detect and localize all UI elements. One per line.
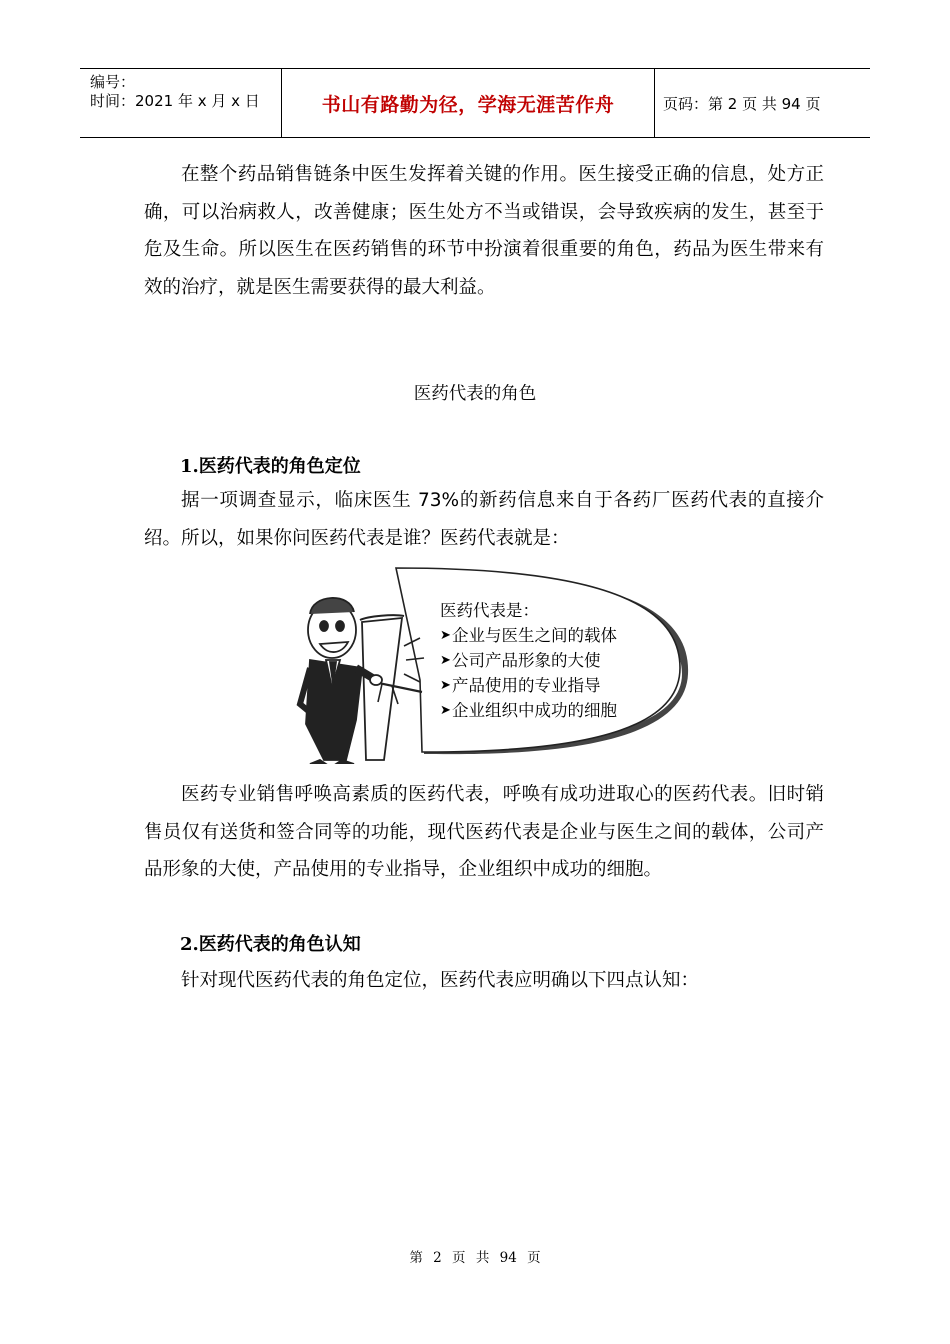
section-title: 医药代表的角色 (413, 384, 537, 404)
callout-item-label: 企业与医生之间的载体 (452, 626, 617, 645)
arrowhead-bullet-icon: ➤ (440, 678, 451, 693)
cognition-paragraph: 针对现代医药代表的角色定位，医药代表应明确以下四点认知： (181, 970, 700, 991)
header-motto: 书山有路勤为径，学海无涯苦作舟 (281, 69, 655, 137)
page-footer: 第 2 页 共 94 页 (409, 1250, 541, 1266)
flipchart-paper (362, 618, 402, 760)
callout-item-label: 产品使用的专业指导 (452, 676, 601, 695)
heading-role-positioning: 1.医药代表的角色定位 (180, 456, 361, 477)
page-header (80, 68, 870, 138)
modern-rep-paragraph: 医药专业销售呼唤高素质的医药代表，呼唤有成功进取心的医药代表。旧时销售员仅有送货和签合同等的功能，现代医药代表是企业与医生之间的载体，公司产品形象的大使，产品使用的专业指导，企业组织中成功的细胞。 (144, 784, 824, 880)
callout-item (440, 648, 617, 673)
callout-item (440, 623, 617, 648)
callout-item (440, 698, 617, 723)
survey-paragraph: 据一项调查显示，临床医生 73%的新药信息来自于各药厂医药代表的直接介绍。所以，如果你问医药代表是谁？医药代表就是： (144, 490, 824, 549)
document-number-label: 编号： (90, 73, 136, 91)
arrowhead-bullet-icon: ➤ (440, 703, 451, 718)
arrowhead-bullet-icon: ➤ (440, 653, 451, 668)
intro-paragraph: 在整个药品销售链条中医生发挥着关键的作用。医生接受正确的信息，处方正确，可以治病救人，改善健康；医生处方不当或错误，会导致疾病的发生，甚至于危及生命。所以医生在医药销售的环节中扮演着很重要的角色，药品为医生带来有效的治疗，就是医生需要获得的最大利益。 (144, 164, 824, 298)
document-date: 时间：2021 年 x 月 x 日 (90, 92, 260, 110)
arrowhead-bullet-icon: ➤ (440, 628, 451, 643)
callout-item (440, 673, 617, 698)
header-meta (80, 69, 281, 137)
callout-list (440, 598, 617, 723)
callout-title: 医药代表是： (440, 601, 539, 620)
callout-item-label: 公司产品形象的大使 (452, 651, 601, 670)
header-page-info: 页码：第 2 页 共 94 页 (663, 94, 821, 113)
heading-role-cognition: 2.医药代表的角色认知 (180, 934, 361, 955)
callout-item-label: 企业组织中成功的细胞 (452, 701, 617, 720)
